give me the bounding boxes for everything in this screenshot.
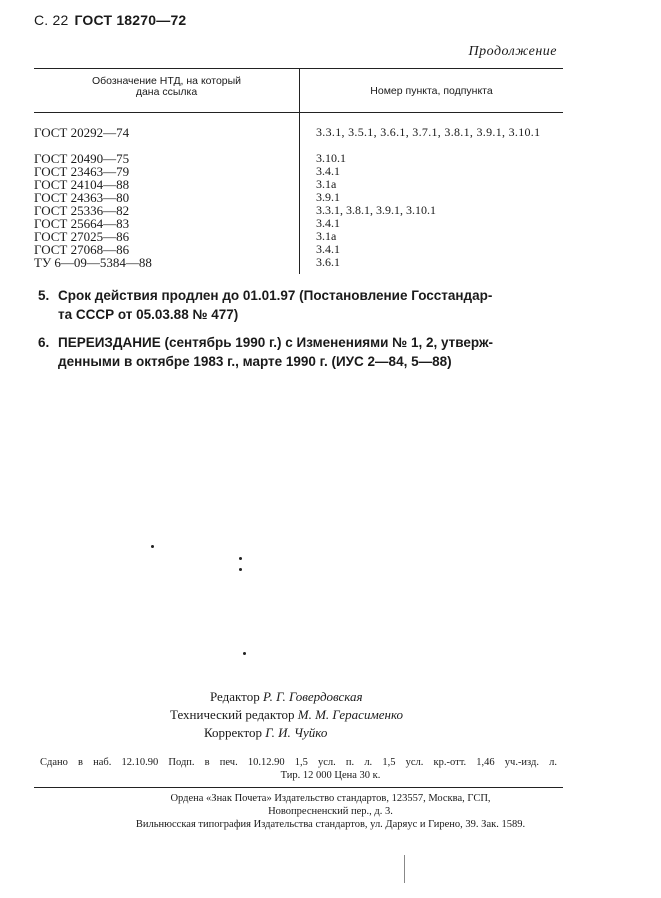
imprint-circulation: Тир. 12 000 Цена 30 к. — [280, 770, 381, 781]
note-number: 6. — [38, 335, 50, 350]
row-clause: 3.6.1 — [316, 255, 340, 269]
note-text-line2: та СССР от 05.03.88 № 477) — [58, 307, 239, 322]
scan-mark — [404, 855, 405, 883]
row-document: ГОСТ 20292—74 — [34, 125, 130, 140]
row-document: ГОСТ 20490—75 — [34, 151, 130, 166]
row-clause: 3.1а — [316, 177, 337, 191]
row-document: ГОСТ 25664—83 — [34, 216, 130, 231]
row-clause: 3.3.1, 3.5.1, 3.6.1, 3.7.1, 3.8.1, 3.9.1, 3.10.1 — [316, 125, 541, 139]
row-document: ГОСТ 24104—88 — [34, 177, 130, 192]
row-document: ГОСТ 27068—86 — [34, 242, 130, 257]
row-clause: 3.1а — [316, 229, 337, 243]
credit-editor: Редактор Р. Г. Говердовская — [210, 689, 363, 704]
page-number: С. 22 — [34, 12, 69, 28]
table-row — [34, 126, 564, 152]
scan-speck — [239, 557, 242, 560]
row-document: ТУ 6—09—5384—88 — [34, 255, 152, 270]
running-header — [34, 12, 186, 28]
continuation-label: Продолжение — [468, 44, 557, 59]
column-header-document: Обозначение НТД, на который дана ссылка — [91, 75, 242, 98]
scan-speck — [239, 568, 242, 571]
imprint-publisher-address: Новопресненский пер., д. 3. — [268, 806, 393, 817]
row-document: ГОСТ 24363—80 — [34, 190, 130, 205]
credit-technical-editor: Технический редактор М. М. Герасименко — [170, 707, 404, 722]
note-reissue — [38, 333, 563, 371]
table-row — [34, 256, 564, 269]
credit-proofreader: Корректор Г. И. Чуйко — [204, 725, 328, 740]
row-clause: 3.4.1 — [316, 216, 340, 230]
standard-number: ГОСТ 18270—72 — [74, 12, 187, 28]
note-text-line1: Срок действия продлен до 01.01.97 (Постановление Госстандар- — [58, 288, 493, 303]
imprint-publisher: Ордена «Знак Почета» Издательство стандартов, 123557, Москва, ГСП, — [170, 793, 491, 804]
note-number: 5. — [38, 288, 50, 303]
note-text-line1: ПЕРЕИЗДАНИЕ (сентябрь 1990 г.) с Изменениями № 1, 2, утверж- — [58, 335, 494, 350]
row-clause: 3.9.1 — [316, 190, 340, 204]
row-clause: 3.4.1 — [316, 242, 340, 256]
row-clause: 3.4.1 — [316, 164, 340, 178]
scan-speck — [243, 652, 246, 655]
reference-table — [34, 126, 564, 269]
row-clause: 3.3.1, 3.8.1, 3.9.1, 3.10.1 — [316, 203, 436, 217]
imprint-print-data: Сдано в наб. 12.10.90 Подп. в печ. 10.12.90 1,5 усл. п. л. 1,5 усл. кр.-отт. 1,46 уч.-изд. л. — [40, 757, 557, 768]
row-clause: 3.10.1 — [316, 151, 346, 165]
row-document: ГОСТ 27025—86 — [34, 229, 130, 244]
imprint-printing-house: Вильнюсская типография Издательства стандартов, ул. Даряус и Гирено, 39. Зак. 1589. — [135, 819, 526, 830]
note-text-line2: денными в октябре 1983 г., марте 1990 г. (ИУС 2—84, 5—88) — [58, 354, 452, 369]
note-validity-extension — [38, 286, 563, 324]
row-document: ГОСТ 25336—82 — [34, 203, 130, 218]
column-header-clause: Номер пункта, подпункта — [370, 85, 493, 97]
scan-speck — [151, 545, 154, 548]
imprint-rule — [34, 787, 563, 788]
row-document: ГОСТ 23463—79 — [34, 164, 130, 179]
